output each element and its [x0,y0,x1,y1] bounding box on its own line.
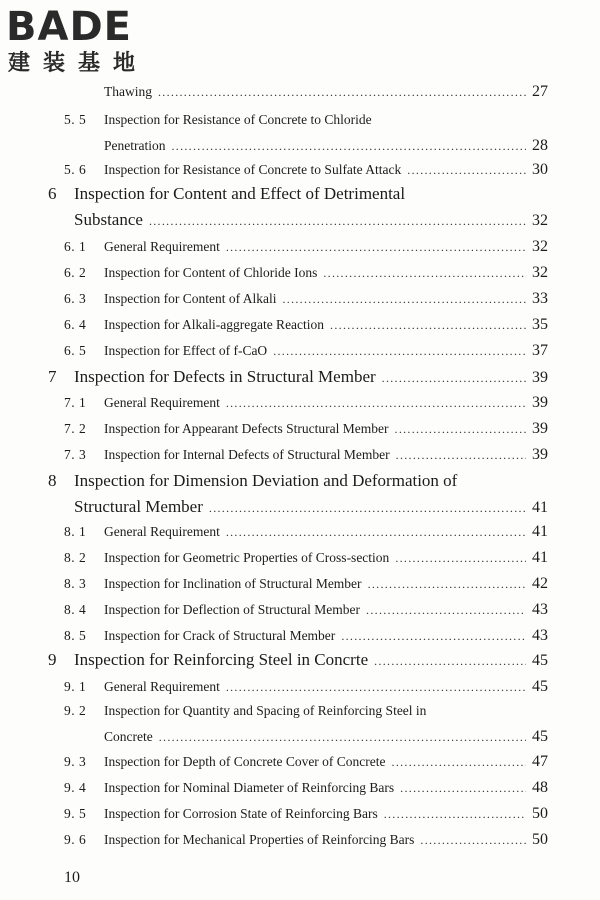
toc-section [0,802,600,826]
toc-title-line: Inspection for Corrosion State of Reinforcing Bars [104,806,378,821]
leader-dots [226,520,526,544]
toc-title-line: Penetration [104,138,166,153]
toc-leader-line [104,776,548,800]
page-number: 10 [64,869,80,886]
toc-leader-line [104,391,548,415]
toc-page-ref: 39 [532,394,548,411]
toc-section [0,108,600,154]
toc-number: 9. 3 [64,754,87,769]
toc-number: 6. 1 [64,239,87,254]
toc-title-line: Inspection for Inclination of Structural Member [104,576,362,591]
toc-page-ref: 41 [532,549,548,566]
toc-number: 6. 4 [64,317,87,332]
toc-section [0,675,600,699]
toc-number: 8. 5 [64,628,87,643]
toc-number: 6. 2 [64,265,87,280]
toc-leader-line [104,598,548,622]
toc-page-ref: 43 [532,627,548,644]
toc-leader-line [104,802,548,826]
toc-leader-line [104,624,548,648]
toc-section [0,750,600,774]
toc-leader-line [74,208,548,233]
toc-leader-line [104,828,548,852]
toc-title-line: Inspection for Dimension Deviation and Deformation of [74,471,458,490]
toc-page-ref: 50 [532,805,548,822]
toc-leader-line [104,443,548,467]
toc-number: 7. 3 [64,447,87,462]
toc-section [0,158,600,182]
leader-dots [226,391,526,415]
toc-leader-line [104,675,548,699]
leader-dots [226,675,526,699]
leader-dots [171,134,526,158]
toc-page-ref: 28 [532,137,548,154]
toc-number: 8. 1 [64,524,87,539]
toc-page-ref: 41 [532,523,548,540]
toc-title-line: Thawing [104,84,152,99]
toc-section [0,391,600,415]
toc-section [0,546,600,570]
toc-page-ref: 27 [532,83,548,100]
toc-section [0,572,600,596]
toc-section [0,261,600,285]
leader-dots [374,649,526,673]
toc-title-line: Inspection for Content of Alkali [104,291,277,306]
toc-title-line: Inspection for Defects in Structural Member [74,367,376,386]
toc-leader-line [104,287,548,311]
toc-number: 6. 5 [64,343,87,358]
toc-page-ref: 48 [532,779,548,796]
toc-title-line: General Requirement [104,524,220,539]
toc-section [0,443,600,467]
toc-chapter [0,648,600,672]
toc-page-ref: 35 [532,316,548,333]
toc-number: 8 [48,471,57,490]
toc-section [0,520,600,544]
brand-logo-latin: BADE [6,4,132,50]
leader-dots [395,417,526,441]
toc-leader-line [104,725,548,749]
toc-number: 6. 3 [64,291,87,306]
toc-page-ref: 30 [532,161,548,178]
toc-chapter [0,182,600,229]
leader-dots [330,313,526,337]
leader-dots [407,158,526,182]
leader-dots [226,235,526,259]
toc-title-line: Inspection for Reinforcing Steel in Concrte [74,650,369,669]
toc-page-ref: 45 [532,652,548,669]
toc-page-ref: 33 [532,290,548,307]
toc-title-line: General Requirement [104,395,220,410]
toc-title-line: Inspection for Resistance of Concrete to Chloride [104,112,372,127]
toc-number: 9. 6 [64,832,87,847]
toc-leader-line [104,520,548,544]
toc-number: 7 [48,367,57,386]
toc-leader-line [74,648,548,673]
leader-dots [366,598,526,622]
toc-leader-line [104,158,548,182]
leader-dots [384,802,526,826]
toc-title-line: Inspection for Nominal Diameter of Reinforcing Bars [104,780,395,795]
toc-page-ref: 39 [532,446,548,463]
toc-number: 8. 2 [64,550,87,565]
toc-page-ref: 47 [532,753,548,770]
toc-chapter [0,469,600,516]
toc-leader-line [104,235,548,259]
toc-leader-line [104,261,548,285]
toc-number: 5. 6 [64,162,87,177]
toc-title-line: General Requirement [104,239,220,254]
toc-title-line: Inspection for Crack of Structural Member [104,628,336,643]
leader-dots [396,443,526,467]
toc-page-ref: 39 [532,369,548,386]
leader-dots [209,496,526,520]
toc-section [0,80,600,104]
leader-dots [158,80,526,104]
leader-dots [149,209,526,233]
toc-number: 7. 2 [64,421,87,436]
leader-dots [159,725,526,749]
brand-logo [6,4,176,84]
toc-title-line: Inspection for Resistance of Concrete to Sulfate Attack [104,162,402,177]
toc-title-line: Inspection for Depth of Concrete Cover of Concrete [104,754,386,769]
toc-number: 9. 2 [64,703,87,718]
leader-dots [273,339,526,363]
toc-title-line: Substance [74,210,143,229]
toc-chapter [0,365,600,389]
toc-page-ref: 45 [532,678,548,695]
toc-section [0,598,600,622]
toc-number: 7. 1 [64,395,87,410]
toc-number: 8. 4 [64,602,87,617]
toc-page-ref: 42 [532,575,548,592]
toc-page-ref: 41 [532,499,548,516]
toc-title-line: Inspection for Quantity and Spacing of Reinforcing Steel in [104,703,427,718]
toc-section [0,339,600,363]
toc-leader-line [104,417,548,441]
toc-page-ref: 32 [532,212,548,229]
toc-title-line: Inspection for Deflection of Structural Member [104,602,361,617]
toc-section [0,235,600,259]
leader-dots [323,261,526,285]
toc-leader-line [104,80,548,104]
toc-title-line: Inspection for Content and Effect of Detrimental [74,184,406,203]
toc-section [0,287,600,311]
toc-title-line: Inspection for Mechanical Properties of Reinforcing Bars [104,832,415,847]
toc-number: 9. 1 [64,679,87,694]
toc-number: 8. 3 [64,576,87,591]
toc-page-ref: 32 [532,264,548,281]
toc-title-line: Inspection for Effect of f-CaO [104,343,268,358]
toc-leader-line [104,313,548,337]
toc-section [0,417,600,441]
toc-leader-line [104,750,548,774]
toc-page-ref: 32 [532,238,548,255]
toc-title-line: General Requirement [104,679,220,694]
leader-dots [341,624,526,648]
toc-section [0,313,600,337]
toc-section [0,624,600,648]
toc-title-line: Inspection for Appearant Defects Structural Member [104,421,389,436]
leader-dots [382,366,526,390]
toc-page-ref: 37 [532,342,548,359]
leader-dots [400,776,526,800]
toc-section [0,828,600,852]
toc-number: 5. 5 [64,112,87,127]
toc-title-line: Inspection for Geometric Properties of Cross-section [104,550,390,565]
leader-dots [420,828,526,852]
toc-title-line: Inspection for Alkali-aggregate Reaction [104,317,325,332]
leader-dots [395,546,526,570]
toc-number: 9. 5 [64,806,87,821]
toc-page-ref: 39 [532,420,548,437]
leader-dots [368,572,526,596]
toc-title-line: Inspection for Internal Defects of Structural Member [104,447,390,462]
toc-leader-line [74,495,548,520]
toc-leader-line [104,339,548,363]
toc-section [0,776,600,800]
toc-leader-line [104,546,548,570]
toc-title-line: Structural Member [74,497,203,516]
toc-page-ref: 43 [532,601,548,618]
toc-section [0,699,600,745]
brand-logo-cjk: 建装基地 [8,51,149,76]
leader-dots [392,750,526,774]
toc-leader-line [104,134,548,158]
leader-dots [282,287,526,311]
toc-page-ref: 45 [532,728,548,745]
toc-title-line: Concrete [104,729,153,744]
toc-title-line: Inspection for Content of Chloride Ions [104,265,318,280]
toc-leader-line [104,572,548,596]
toc-page-ref: 50 [532,831,548,848]
toc-number: 9. 4 [64,780,87,795]
toc-number: 6 [48,184,57,203]
toc-leader-line [74,365,548,390]
toc-number: 9 [48,650,57,669]
